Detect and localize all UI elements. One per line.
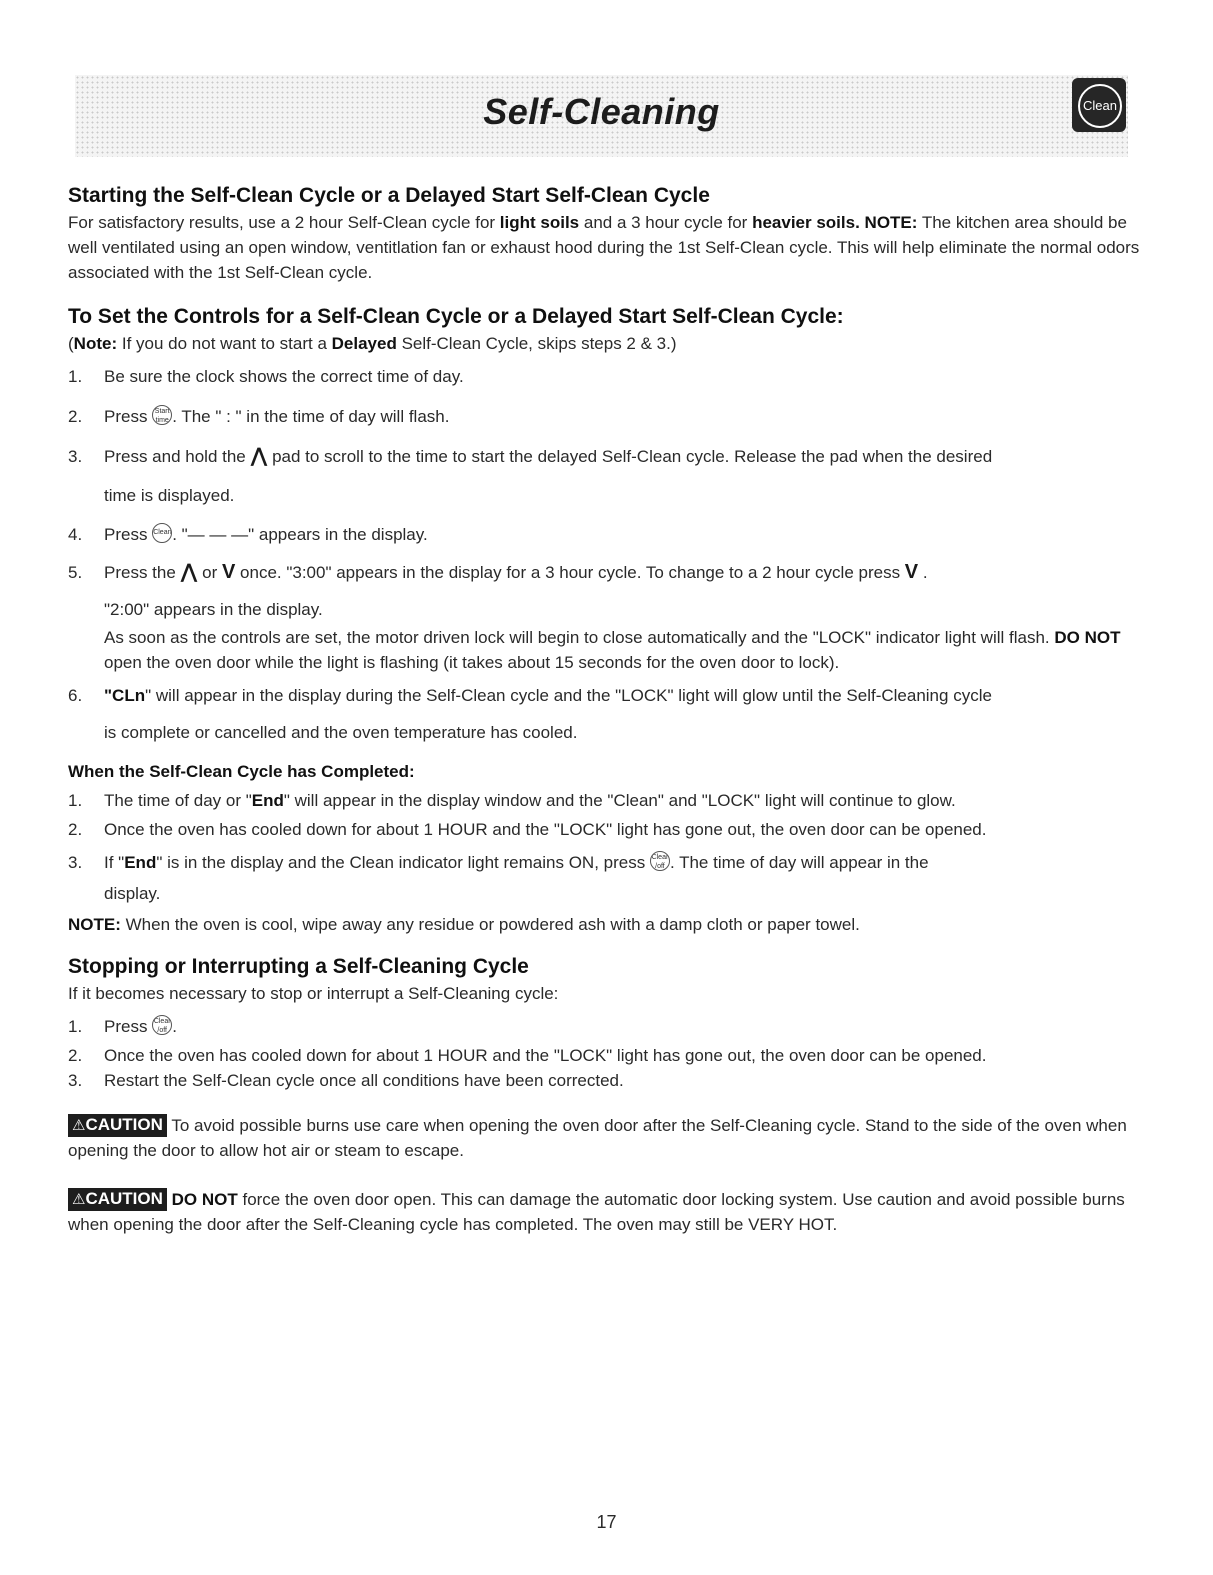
clean-button-icon: Clean [152, 523, 172, 543]
section-heading-start: Starting the Self-Clean Cycle or a Delayed Start Self-Clean Cycle [68, 184, 710, 207]
caution-badge: ⚠CAUTION [68, 1188, 167, 1211]
set-controls-note: (Note: If you do not want to start a Delayed Self-Clean Cycle, skips steps 2 & 3.) [68, 334, 677, 353]
page-content [68, 182, 1148, 1237]
page-title: Self-Cleaning [483, 91, 720, 132]
list-item: 3. Press and hold the ⋀ pad to scroll to the time to start the delayed Self-Clean cycle. Release the pad when the desired [68, 445, 993, 467]
list-item: 5. Press the ⋀ or V once. "3:00" appears in the display for a 3 hour cycle. To change to a 2 hour cycle press V . [68, 561, 928, 583]
list-item: 2. Once the oven has cooled down for about 1 HOUR and the "LOCK" light has gone out, the oven door can be opened. [68, 820, 987, 839]
list-item: 1. Press Clear /off . [68, 1017, 177, 1036]
caution-paragraph: ⚠CAUTION To avoid possible burns use care when opening the oven door after the Self-Cleaning cycle. Stand to the side of the oven when opening the door to allow hot air or steam to escape. [68, 1115, 1127, 1160]
section-heading-completed: When the Self-Clean Cycle has Completed: [68, 762, 415, 781]
clear-off-button-icon: Clear /off [152, 1015, 172, 1035]
list-item: 1. Be sure the clock shows the correct time of day. [68, 367, 464, 386]
down-arrow-icon: V [221, 561, 236, 583]
completed-steps [68, 788, 1148, 906]
caution-badge: ⚠CAUTION [68, 1114, 167, 1137]
clean-badge [1072, 78, 1126, 132]
clean-icon: Clean [1078, 84, 1122, 128]
list-item: 2. Press Start time . The " : " in the time of day will flash. [68, 407, 450, 426]
list-item: 3. Restart the Self-Clean cycle once all conditions have been corrected. [68, 1071, 624, 1090]
up-arrow-icon: ⋀ [180, 561, 198, 583]
down-arrow-icon: V [904, 561, 919, 583]
list-item: 3. If "End" is in the display and the Clean indicator light remains ON, press Clear /off . The time of day will appear in the [68, 853, 929, 872]
completed-note: NOTE: When the oven is cool, wipe away any residue or powdered ash with a damp cloth or paper towel. [68, 915, 860, 934]
list-item: 2. Once the oven has cooled down for about 1 HOUR and the "LOCK" light has gone out, the oven door can be opened. [68, 1046, 987, 1065]
section-start-paragraph: For satisfactory results, use a 2 hour Self-Clean cycle for light soils and a 3 hour cycle for heavier soils. NOTE: The kitchen area should be well ventilated using an open window, ventitlation fan or exhaust hood during the 1st Self-Clean cycle. This will help eliminate the normal odors associated with the 1st Self-Clean cycle. [68, 213, 1140, 282]
page-number: 17 [596, 1512, 617, 1532]
warning-triangle-icon: ⚠ [72, 1117, 86, 1134]
set-controls-steps [68, 364, 1148, 745]
section-heading-stopping: Stopping or Interrupting a Self-Cleaning Cycle [68, 955, 529, 978]
stopping-intro: If it becomes necessary to stop or interrupt a Self-Cleaning cycle: [68, 984, 559, 1003]
list-item-continuation: "2:00" appears in the display. [104, 600, 323, 619]
section-heading-set-controls: To Set the Controls for a Self-Clean Cycle or a Delayed Start Self-Clean Cycle: [68, 305, 844, 328]
list-item-continuation: As soon as the controls are set, the motor driven lock will begin to close automatically and the "LOCK" indicator light will flash. DO NOT open the oven door while the light is flashing (it takes about 15 seconds for the oven door to lock). [104, 628, 1121, 672]
list-item: 1. The time of day or "End" will appear in the display window and the "Clean" and "LOCK" light will continue to glow. [68, 791, 956, 810]
list-item: 4. Press Clean. "— — —" appears in the display. [68, 525, 428, 544]
list-item-continuation: display. [104, 884, 161, 903]
stopping-steps [68, 1014, 1148, 1093]
caution-paragraph: ⚠CAUTION DO NOT force the oven door open. This can damage the automatic door locking system. Use caution and avoid possible burns when opening the door after the Self-Cleaning cycle has completed. The oven may still be VERY HOT. [68, 1189, 1125, 1234]
list-item-continuation: is complete or cancelled and the oven temperature has cooled. [104, 723, 578, 742]
start-time-button-icon: Start time [152, 405, 172, 425]
warning-triangle-icon: ⚠ [72, 1191, 86, 1208]
up-arrow-icon: ⋀ [250, 445, 268, 467]
clear-off-button-icon: Clear /off [650, 851, 670, 871]
list-item-continuation: time is displayed. [104, 486, 235, 505]
list-item: 6. "CLn" will appear in the display during the Self-Clean cycle and the "LOCK" light will glow until the Self-Cleaning cycle [68, 686, 992, 705]
header-banner [75, 75, 1128, 157]
